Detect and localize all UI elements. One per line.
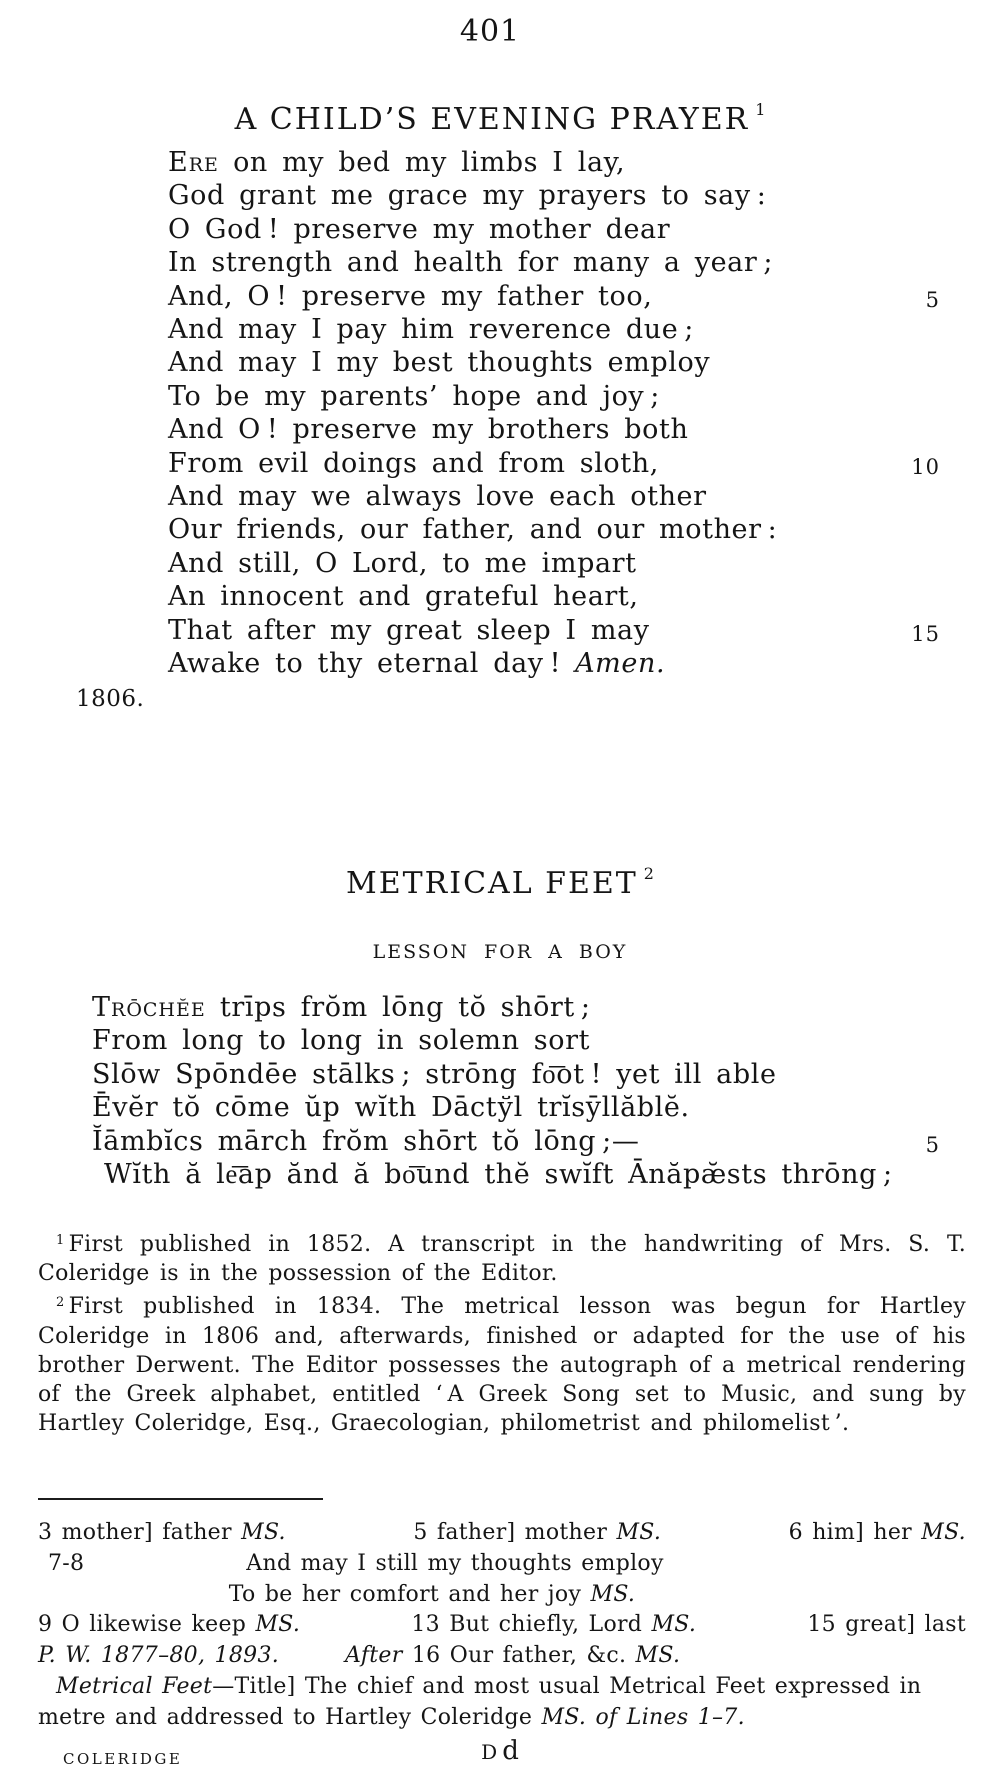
line-number: 5: [925, 1132, 940, 1157]
poem-line: [0, 1125, 1000, 1158]
poem-line: [0, 447, 1000, 480]
text-segment: Wĭth ă le͞ap ănd ă bo͞und thĕ swĭft Ānăpæ̆sts thrōng ;: [104, 1159, 893, 1191]
italic-text: Metrical Feet: [56, 1673, 213, 1699]
poem2-subtitle: LESSON FOR A BOY: [372, 941, 628, 963]
line-number: 15: [911, 621, 940, 646]
italic-text: MS.: [616, 1520, 662, 1545]
poem-line: [0, 1091, 1000, 1124]
poem-line: [0, 513, 1000, 546]
text-segment: on my bed my limbs I lay,: [218, 147, 626, 178]
poem-line: [0, 213, 1000, 246]
running-footer-volume-label: COLERIDGE: [63, 1750, 183, 1768]
variants-divider-rule: [38, 1498, 323, 1500]
variant-row-5: [38, 1641, 966, 1672]
variant-row-4: [38, 1610, 966, 1641]
text-segment: And, O ! preserve my father too,: [168, 280, 653, 312]
line-number: 10: [911, 454, 940, 479]
italic-text: MS.: [241, 1520, 286, 1545]
text-segment: Awake to thy eternal day !: [168, 648, 562, 680]
footnote: $^1$ First published in 1852. A transcript in the handwriting of Mrs. S. T. Coleridge is in the possession of the Editor.: [38, 1232, 966, 1287]
poem-line: [0, 313, 1000, 346]
poem-line: [0, 179, 1000, 212]
poem-line: [0, 1024, 1000, 1057]
footnote-marker: 2: [56, 1295, 65, 1311]
italic-text: MS.: [590, 1581, 636, 1607]
footnote-ref-1: 1: [755, 100, 766, 119]
text-segment: 9 O likewise keep: [38, 1612, 256, 1638]
signature-low: d: [502, 1736, 519, 1766]
italic-text: MS.: [635, 1643, 681, 1669]
poem2-body: [0, 991, 1000, 1191]
italic-text: MS.: [255, 1612, 301, 1638]
text-segment: —Title] The chief and most usual Metrical Feet expressed in metre and addressed to Hartley Coleridge: [38, 1673, 922, 1730]
line-number: 5: [925, 287, 940, 312]
text-segment: To be her comfort and her joy: [228, 1581, 591, 1607]
text-segment: O God ! preserve my mother dear: [168, 213, 671, 245]
variant-entry: [38, 1610, 300, 1641]
poem-line: [0, 991, 1000, 1024]
text-segment: 3 mother] father: [38, 1520, 242, 1545]
footnote-ref-2: 2: [643, 864, 654, 883]
text-segment: God grant me grace my prayers to say :: [168, 180, 767, 212]
text-segment: From evil doings and from sloth,: [168, 447, 659, 479]
italic-text: MS.: [651, 1612, 697, 1638]
poem-line: [0, 547, 1000, 580]
poem-line: [0, 413, 1000, 446]
smallcaps-text: Trōchĕe: [92, 992, 206, 1023]
text-segment: And O ! preserve my brothers both: [168, 414, 689, 446]
text-segment: And may we always love each other: [168, 481, 707, 513]
variant-entry: [411, 1610, 696, 1641]
italic-text: MS.: [921, 1520, 966, 1545]
variant-quoted-line: And may I still my thoughts employ: [246, 1550, 664, 1576]
poem-line: [0, 480, 1000, 513]
text-segment: An innocent and grateful heart,: [168, 581, 639, 613]
text-segment: That after my great sleep I may: [168, 614, 650, 646]
signature-cap: D: [481, 1740, 498, 1764]
poem2-title-text: METRICAL FEET: [346, 866, 638, 901]
variant-entry: [413, 1518, 661, 1549]
text-segment: And may I pay him reverence due ;: [168, 314, 694, 346]
text-segment: Our friends, our father, and our mother :: [168, 514, 778, 546]
poem1-date: 1806.: [76, 686, 145, 712]
page-number: 401: [459, 14, 521, 49]
text-segment: To be my parents’ hope and joy ;: [168, 380, 660, 412]
poem2-title: [0, 864, 1000, 901]
poem-line: [0, 647, 1000, 680]
variant-entry: [807, 1610, 966, 1641]
poem-line: [0, 1158, 1000, 1191]
poem-line: [0, 246, 1000, 279]
text-segment: 15 great] last: [807, 1612, 966, 1638]
text-segment: 16 Our father, &c.: [402, 1643, 636, 1669]
poem-line: [0, 280, 1000, 313]
smallcaps-text: Ere: [168, 147, 219, 178]
text-segment: 5 father] mother: [413, 1520, 617, 1545]
text-segment: 6 him] her: [788, 1520, 922, 1545]
poem1-title: [0, 100, 1000, 137]
poem-line: [0, 580, 1000, 613]
text-segment: 13 But chiefly, Lord: [411, 1612, 652, 1638]
variant-entry: [38, 1518, 286, 1549]
poem-line: [0, 614, 1000, 647]
text-segment: And may I my best thoughts employ: [168, 347, 711, 379]
variant-entry: [789, 1518, 966, 1549]
poem-line: [0, 346, 1000, 379]
variant-entry: [345, 1643, 680, 1668]
variant-entry: [38, 1643, 279, 1668]
footnote: $^2$ First published in 1834. The metrical lesson was begun for Hartley Coleridge in 1806 and, afterwards, finished or adapted for the use of his brother Derwent. The Editor possesses the autograph of a metrical rendering of the Greek alphabet, entitled ‘ A Greek Song set to Music, and sung by Hartley Coleridge, Esq., Graecologian, philometrist and philomelist ’.: [38, 1294, 966, 1437]
footnote-marker: 1: [56, 1233, 65, 1248]
footnotes-section: [38, 1226, 966, 1438]
text-segment: From long to long in solemn sort: [92, 1025, 591, 1057]
variant-row-2: [38, 1549, 966, 1580]
variant-line-ref: 7-8: [48, 1550, 85, 1576]
poem-line: [0, 146, 1000, 179]
poem-line: [0, 1058, 1000, 1091]
poem1-body: [0, 146, 1000, 681]
printer-signature-mark: [0, 1736, 1000, 1766]
text-segment: trīps frŏm lōng tŏ shōrt ;: [205, 992, 591, 1023]
variant-row-3: [38, 1580, 966, 1611]
text-segment: Ĭāmbĭcs mārch frŏm shōrt tŏ lōng ;—: [92, 1125, 640, 1157]
poem-line: [0, 380, 1000, 413]
variant-row-6: [38, 1672, 966, 1734]
text-segment: Ēvĕr tŏ cōme ŭp wĭth Dāctўl trĭsȳllăblĕ.: [92, 1092, 690, 1124]
poem1-title-text: A CHILD’S EVENING PRAYER: [234, 102, 750, 137]
text-segment: In strength and health for many a year ;: [168, 247, 774, 279]
italic-text: P. W. 1877–80, 1893.: [38, 1643, 280, 1669]
textual-variants-section: [38, 1518, 966, 1734]
italic-text: MS. of Lines 1–7.: [541, 1704, 745, 1730]
text-segment: Slōw Spōndēe stālks ; strōng fo͞ot ! yet ill able: [92, 1058, 777, 1090]
italic-text: After: [345, 1643, 403, 1669]
variant-row-1: [38, 1518, 966, 1549]
text-segment: And still, O Lord, to me impart: [168, 547, 637, 579]
italic-text: Amen.: [575, 648, 666, 680]
